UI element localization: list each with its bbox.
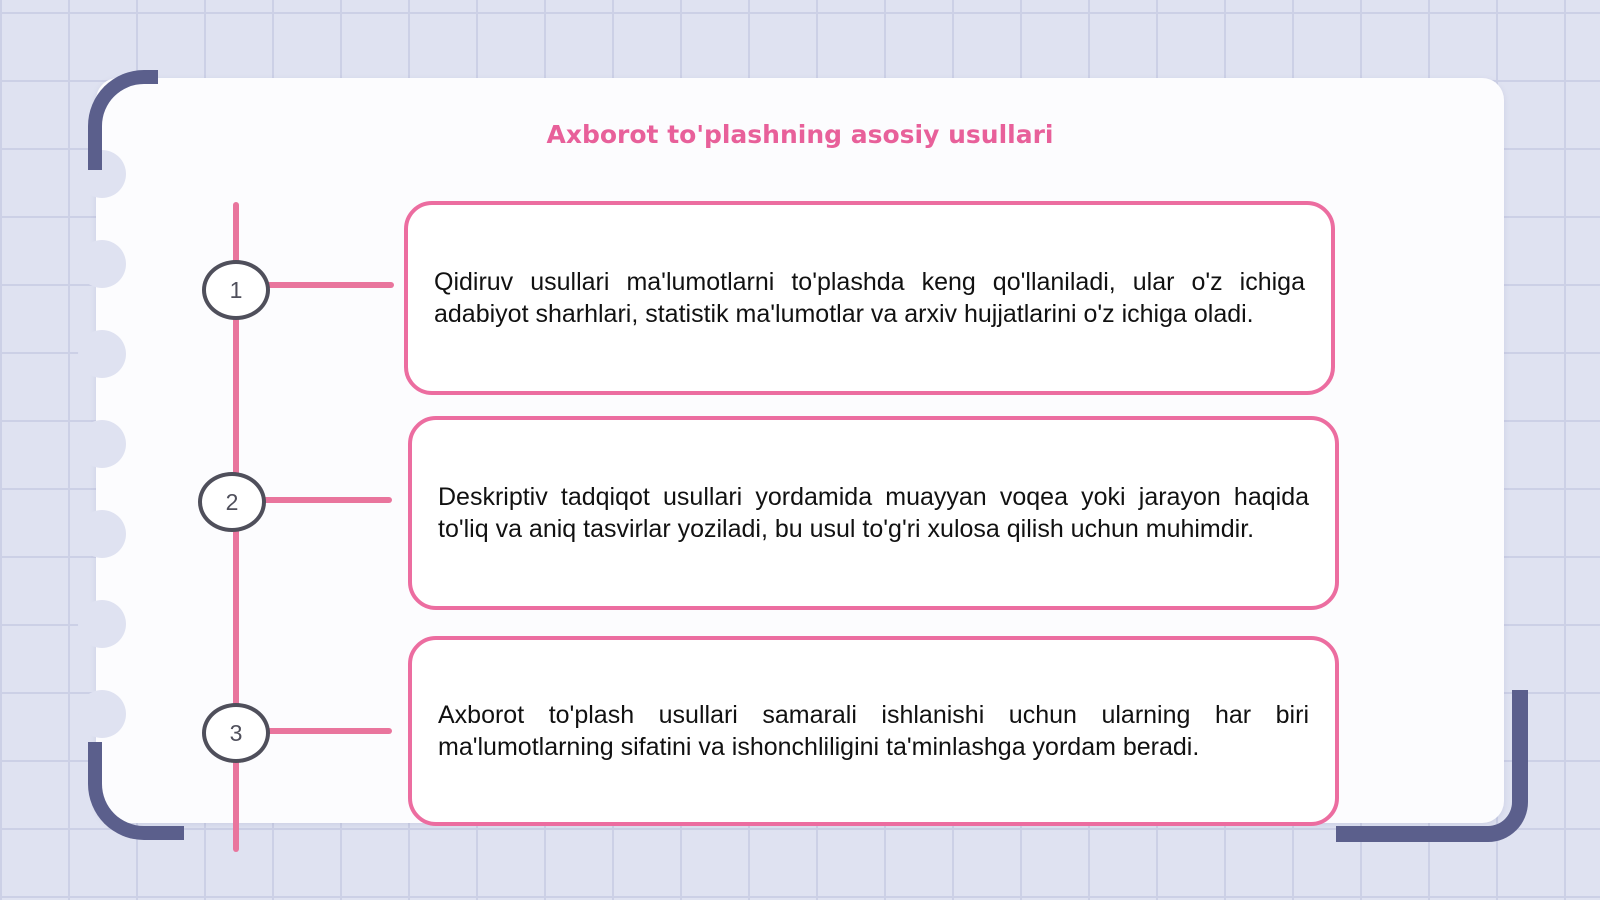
step-number: 2 xyxy=(225,488,239,515)
step-number: 3 xyxy=(229,719,243,746)
binder-notch xyxy=(78,690,126,738)
timeline-connector xyxy=(266,728,392,734)
step-text: Deskriptiv tadqiqot usullari yordamida muayyan voqea yoki jarayon haqida to'liq va aniq tasvirlar yoziladi, bu usul to'g'ri xulosa qilish uchun muhimdir. xyxy=(438,483,1309,543)
binder-notch xyxy=(78,420,126,468)
binder-notch xyxy=(78,600,126,648)
binder-notch xyxy=(78,510,126,558)
step-number-circle xyxy=(202,260,270,320)
step-text: Axborot to'plash usullari samarali ishlanishi uchun ularning har biri ma'lumotlarning sifatini va ishonchliligini ta'minlashga yordam beradi. xyxy=(438,701,1309,761)
step-card xyxy=(404,201,1335,395)
corner-bracket-bottom-right xyxy=(1336,690,1528,842)
step-number-circle xyxy=(198,472,266,532)
binder-notch xyxy=(78,240,126,288)
slide-title: Axborot to'plashning asosiy usullari xyxy=(546,120,1054,149)
step-card xyxy=(408,636,1339,826)
corner-bracket-top-left xyxy=(88,70,158,170)
binder-notch xyxy=(78,330,126,378)
step-number-circle xyxy=(202,703,270,763)
timeline-connector xyxy=(262,497,392,503)
step-text: Qidiruv usullari ma'lumotlarni to'plashda keng qo'llaniladi, ular o'z ichiga adabiyot sharhlari, statistik ma'lumotlar va arxiv hujjatlarini o'z ichiga oladi. xyxy=(434,268,1305,328)
timeline-connector xyxy=(266,282,394,288)
step-card xyxy=(408,416,1339,610)
step-number: 1 xyxy=(229,276,243,303)
corner-bracket-bottom-left xyxy=(88,742,184,840)
